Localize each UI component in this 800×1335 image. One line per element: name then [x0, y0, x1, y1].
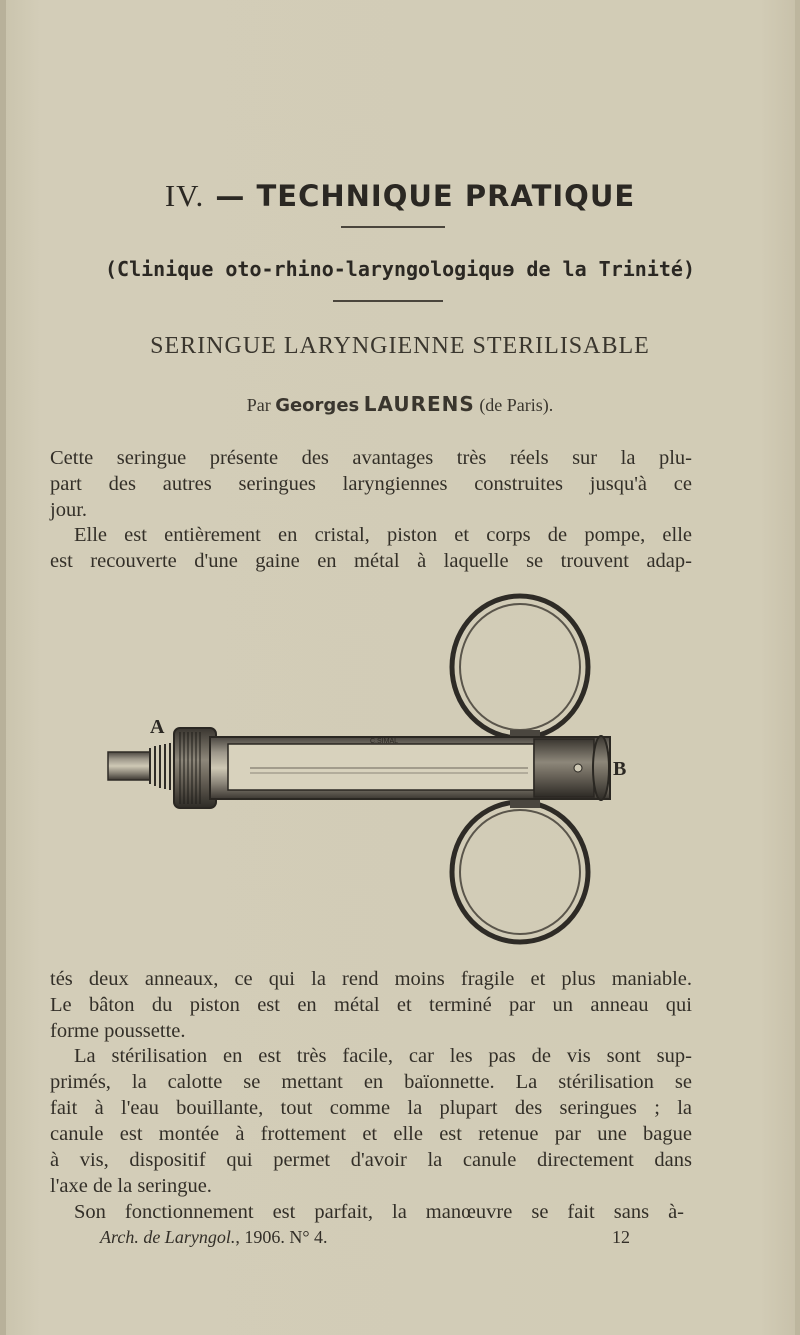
body-line: canule est montée à frottement et elle est retenue par une bague — [50, 1123, 692, 1145]
body-line: est recouverte d'une gaine en métal à laquelle se trouvent adap- — [50, 550, 692, 572]
syringe-engraving — [100, 592, 630, 947]
subtitle-rule — [333, 300, 443, 302]
figure-label-b: B — [613, 758, 627, 780]
author-last-name: LAURENS — [363, 392, 475, 416]
byline-prefix: Par — [246, 395, 271, 415]
section-title: TECHNIQUE PRATIQUE — [256, 179, 636, 213]
engraver-mark: C.SIMAL — [370, 738, 399, 745]
clinic-subtitle: (Clinique oto-rhino-laryngologiquɘ de la Trinité) — [104, 257, 695, 281]
section-number: IV. — [164, 178, 205, 213]
body-line: Elle est entièrement en cristal, piston et corps de pompe, elle — [74, 524, 692, 546]
journal-issue: , 1906. N° 4. — [235, 1227, 328, 1247]
author-first-name: Georges — [275, 395, 360, 416]
body-line: La stérilisation en est très facile, car les pas de vis sont sup- — [74, 1045, 692, 1067]
heading-dash: — — [215, 179, 246, 213]
body-line: fait à l'eau bouillante, tout comme la plupart des seringues ; la — [50, 1097, 692, 1119]
body-line: jour. — [50, 499, 88, 521]
section-heading — [0, 178, 800, 214]
body-line: Cette seringue présente des avantages très réels sur la plu- — [50, 447, 692, 469]
page-footer — [100, 1227, 630, 1248]
syringe-illustration — [100, 592, 630, 947]
byline — [0, 392, 800, 416]
body-line: tés deux anneaux, ce qui la rend moins fragile et plus maniable. — [50, 968, 692, 990]
body-line: l'axe de la seringue. — [50, 1175, 212, 1197]
heading-rule — [341, 226, 445, 228]
body-line: forme poussette. — [50, 1020, 186, 1042]
body-line: à vis, dispositif qui permet d'avoir la canule directement dans — [50, 1149, 692, 1171]
body-line: Son fonctionnement est parfait, la manœuvre se fait sans à- — [74, 1201, 684, 1223]
page-number: 12 — [612, 1227, 630, 1247]
article-title: SERINGUE LARYNGIENNE STERILISABLE — [150, 333, 650, 359]
body-line: Le bâton du piston est en métal et terminé par un anneau qui — [50, 994, 692, 1016]
author-place: (de Paris). — [479, 395, 554, 415]
body-line: part des autres seringues laryngiennes construites jusqu'à ce — [50, 473, 692, 495]
journal-name: Arch. de Laryngol. — [100, 1227, 236, 1247]
figure-label-a: A — [150, 716, 165, 738]
body-line: primés, la calotte se mettant en baïonnette. La stérilisation se — [50, 1071, 692, 1093]
